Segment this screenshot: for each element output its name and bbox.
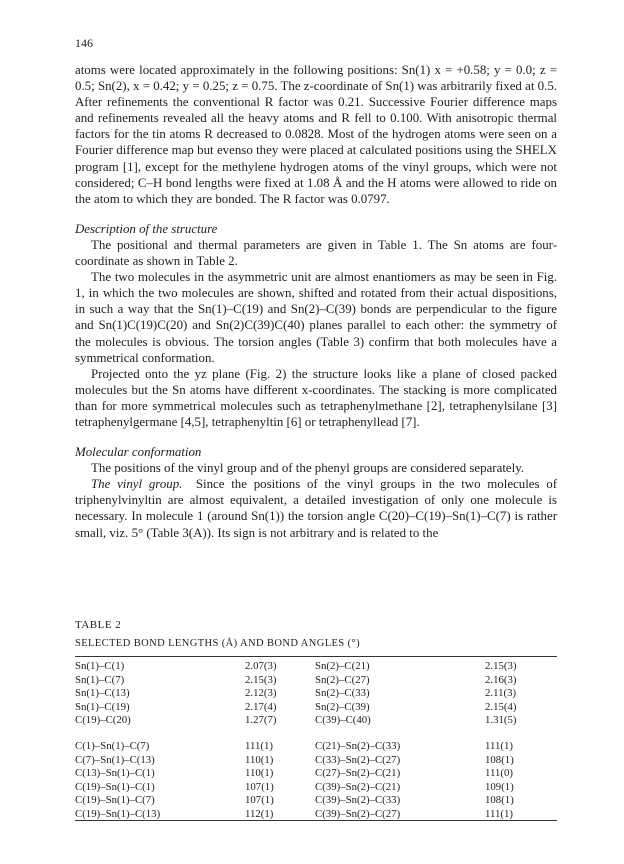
bond-angle-cell: C(19)–Sn(1)–C(13) (75, 807, 161, 820)
paragraph: atoms were located approximately in the following positions: Sn(1) x = +0.58; y = 0.0; z = 0.5; Sn(2), x = 0.42; y = 0.25; z = 0.75. The z-coordinate of Sn(1) was arbitrarily fixed at 0.5. After refinements the conventional R factor was 0.21. Successive Fourier difference maps and refinements revealed all the heavy atoms and R fell to 0.100. With anisotropic thermal factors for the tin atoms R decreased to 0.0828. Most of the hydrogen atoms were seen on a Fourier difference map but evenso they were placed at calculated positions using the SHELX program [1], except for the methylene hydrogen atoms of the vinyl groups, which were not considered; C–H bond lengths were fixed at 1.08 Å and the H atoms were allowed to ride on the atom to which they are bonded. The R factor was 0.0797. (75, 63, 557, 206)
table-row (75, 714, 557, 728)
bond-length-cell: 2.07(3) (245, 660, 277, 672)
table-row (75, 740, 557, 754)
table-bottom-rule (75, 820, 557, 821)
bond-table (75, 660, 557, 822)
paragraph: Projected onto the yz plane (Fig. 2) the structure looks like a plane of closed packed molecules but the Sn atoms have different x-coordinates. The stacking is more complicated than for more symmetrical molecules such as tetraphenylmethane [2], tetraphenylsilane [3] tetraphenylgermane [4,5], tetraphenyltin [6] or tetraphenyllead [7]. (75, 366, 557, 429)
section-heading: Description of the structure (75, 221, 218, 236)
table-row (75, 660, 557, 674)
bond-length-cell: Sn(1)–C(19) (75, 700, 130, 713)
subsection-heading: The vinyl group. (91, 477, 183, 492)
bond-angle-cell: 111(1) (485, 739, 513, 752)
bond-angle-cell: 111(1) (485, 807, 513, 820)
bond-length-cell: C(19)–C(20) (75, 714, 131, 727)
bond-angle-cell: C(27)–Sn(2)–C(21) (315, 767, 401, 780)
table-row (75, 754, 557, 768)
table-row (75, 767, 557, 781)
body-text (75, 62, 557, 541)
table-row (75, 687, 557, 701)
bond-angle-cell: C(39)–Sn(2)–C(27) (315, 807, 401, 820)
page-number: 146 (75, 36, 93, 50)
table-label: TABLE 2 (75, 619, 122, 631)
bond-angle-cell: C(7)–Sn(1)–C(13) (75, 753, 155, 766)
bond-length-cell: 2.15(4) (485, 700, 517, 713)
bond-length-cell: Sn(2)–C(27) (315, 673, 370, 686)
bond-angle-cell: 112(1) (245, 807, 274, 820)
table-top-rule (75, 656, 557, 657)
bond-angle-cell: C(33)–Sn(2)–C(27) (315, 753, 401, 766)
bond-length-cell: Sn(1)–C(1) (75, 660, 125, 672)
bond-angle-cell: 108(1) (485, 794, 514, 807)
bond-length-cell: Sn(2)–C(21) (315, 660, 370, 672)
bond-angle-cell: C(1)–Sn(1)–C(7) (75, 739, 150, 752)
bond-length-cell: Sn(2)–C(33) (315, 687, 370, 700)
table-row (75, 794, 557, 808)
table-row (75, 674, 557, 688)
bond-length-cell: 1.31(5) (485, 714, 517, 727)
bond-length-cell: 2.17(4) (245, 700, 277, 713)
bond-angle-cell: C(21)–Sn(2)–C(33) (315, 739, 401, 752)
paragraph (75, 476, 557, 540)
bond-angle-cell: 108(1) (485, 753, 514, 766)
bond-angle-cell: 110(1) (245, 767, 274, 780)
bond-length-cell: Sn(2)–C(39) (315, 700, 370, 713)
bond-length-cell: 2.15(3) (485, 660, 517, 672)
subsection-text: Since the positions of the vinyl groups in the two molecules of triphenylvinyltin are almost equivalent, a detailed investigation of only one molecule is necessary. In molecule 1 (around Sn(1)) the torsion angle C(20)–C(19)–Sn(1)–C(7) is rather small, viz. 5° (Table 3(A)). Its sign is not arbitrary and is related to the (75, 477, 557, 540)
paragraph: The positional and thermal parameters are given in Table 1. The Sn atoms are four-coordinate as shown in Table 2. (75, 237, 557, 269)
bond-angle-cell: 107(1) (245, 780, 274, 793)
bond-angle-cell: 109(1) (485, 780, 514, 793)
bond-length-cell: C(39)–C(40) (315, 714, 371, 727)
bond-angle-cell: 110(1) (245, 753, 274, 766)
bond-length-cell: 2.15(3) (245, 673, 277, 686)
bond-angle-cell: C(19)–Sn(1)–C(7) (75, 794, 155, 807)
bond-length-cell: 2.16(3) (485, 673, 517, 686)
bond-angle-cell: C(13)–Sn(1)–C(1) (75, 767, 155, 780)
table-row (75, 781, 557, 795)
table-row (75, 701, 557, 715)
table-title: SELECTED BOND LENGTHS (Å) AND BOND ANGLES (°) (75, 638, 360, 649)
bond-angle-cell: 111(0) (485, 767, 513, 780)
bond-angle-cell: 107(1) (245, 794, 274, 807)
paragraph: The two molecules in the asymmetric unit are almost enantiomers as may be seen in Fig. 1, in which the two molecules are shown, shifted and rotated from their actual dispositions, in such a way that the Sn(1)–C(19) and Sn(2)–C(39) bonds are perpendicular to the figure and Sn(1)C(19)C(20) and Sn(2)C(39)C(40) planes parallel to each other: the symmetry of the molecules is obvious. The torsion angles (Table 3) confirm that both molecules have a symmetrical conformation. (75, 270, 557, 365)
section-heading: Molecular conformation (75, 445, 202, 460)
table-spacer (75, 728, 557, 740)
bond-angle-cell: C(19)–Sn(1)–C(1) (75, 780, 155, 793)
bond-length-cell: 2.11(3) (485, 687, 517, 700)
paragraph: The positions of the vinyl group and of the phenyl groups are considered separately. (91, 461, 525, 476)
bond-length-cell: Sn(1)–C(7) (75, 673, 125, 686)
bond-angle-cell: C(39)–Sn(2)–C(21) (315, 780, 401, 793)
bond-length-cell: 1.27(7) (245, 714, 277, 727)
bond-length-cell: 2.12(3) (245, 687, 277, 700)
bond-length-cell: Sn(1)–C(13) (75, 687, 130, 700)
bond-angle-cell: C(39)–Sn(2)–C(33) (315, 794, 401, 807)
bond-angle-cell: 111(1) (245, 739, 273, 752)
